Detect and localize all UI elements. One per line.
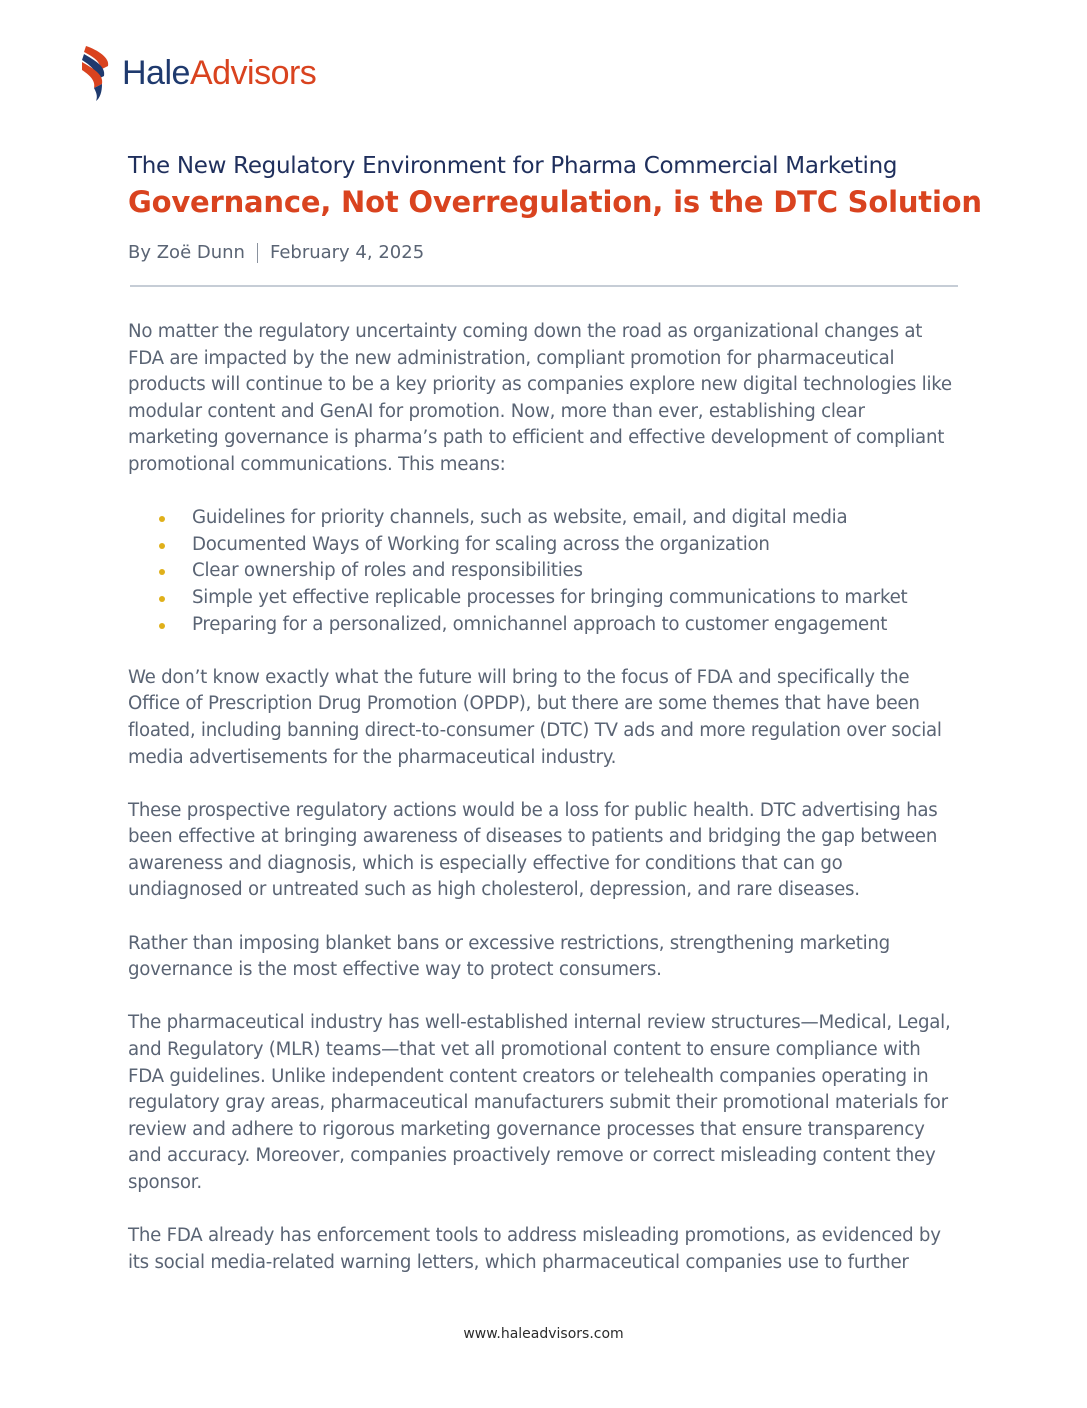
list-item-text: Documented Ways of Working for scaling across the organization (192, 533, 770, 555)
header-divider (130, 285, 958, 287)
list-item (128, 585, 960, 612)
paragraph-intro: No matter the regulatory uncertainty coming down the road as organizational changes at FDA are impacted by the new administration, compliant promotion for pharmaceutical products will continue to be a key priority as companies explore new digital technologies like modular content and GenAI for promotion. Now, more than ever, establishing clear marketing governance is pharma’s path to efficient and effective development of compliant promotional communications. This means: (128, 321, 952, 475)
company-logo (80, 44, 316, 102)
byline-separator (257, 243, 258, 263)
byline (128, 240, 960, 266)
bullet-list (128, 505, 960, 638)
bullet-dot-icon (159, 569, 165, 575)
publish-date: February 4, 2025 (269, 242, 425, 263)
list-item (128, 612, 960, 639)
list-item (128, 505, 960, 532)
haleadvisors-ribbon-icon (80, 44, 114, 102)
article-body (128, 319, 960, 1276)
list-item-text: Guidelines for priority channels, such as website, email, and digital media (192, 507, 848, 529)
bullet-dot-icon (159, 543, 165, 549)
article-title: Governance, Not Overregulation, is the DTC Solution (128, 185, 982, 219)
list-item-text: Preparing for a personalized, omnichannel approach to customer engagement (192, 613, 888, 635)
logo-text-hale: Hale (122, 54, 190, 92)
list-item (128, 532, 960, 559)
bullet-dot-icon (159, 596, 165, 602)
list-item-text: Simple yet effective replicable processes for bringing communications to market (192, 586, 908, 608)
author: By Zoë Dunn (128, 242, 245, 263)
paragraph: These prospective regulatory actions would be a loss for public health. DTC advertising has been effective at bringing awareness of diseases to patients and bridging the gap between awareness and diagnosis, which is especially effective for conditions that can go undiagnosed or untreated such as high cholesterol, depression, and rare diseases. (128, 799, 938, 901)
article-subtitle: The New Regulatory Environment for Pharma Commercial Marketing (128, 153, 898, 179)
logo-wordmark (122, 56, 316, 90)
bullet-dot-icon (159, 516, 165, 522)
article (128, 150, 982, 1276)
footer-url[interactable]: www.haleadvisors.com (463, 1326, 624, 1342)
paragraph: The FDA already has enforcement tools to address misleading promotions, as evidenced by its social media-related warning letters, which pharmaceutical companies use to further (128, 1225, 941, 1273)
paragraph: The pharmaceutical industry has well-established internal review structures—Medical, Legal, and Regulatory (MLR) teams—that vet all promotional content to ensure compliance with FDA guidelines. Unlike independent content creators or telehealth companies operating in regulatory gray areas, pharmaceutical manufacturers submit their promotional materials for review and adhere to rigorous marketing governance processes that ensure transparency and accuracy. Moreover, companies proactively remove or correct misleading content they sponsor. (128, 1012, 951, 1193)
bullet-dot-icon (159, 623, 165, 629)
list-item-text: Clear ownership of roles and responsibilities (192, 560, 583, 582)
list-item (128, 558, 960, 585)
paragraph: Rather than imposing blanket bans or excessive restrictions, strengthening marketing governance is the most effective way to protect consumers. (128, 932, 890, 981)
logo-text-advisors: Advisors (189, 54, 317, 92)
paragraph: We don’t know exactly what the future will bring to the focus of FDA and specifically the Office of Prescription Drug Promotion (OPDP), but there are some themes that have been floated, including banning direct-to-consumer (DTC) TV ads and more regulation over social media advertisements for the pharmaceutical industry. (128, 666, 942, 768)
